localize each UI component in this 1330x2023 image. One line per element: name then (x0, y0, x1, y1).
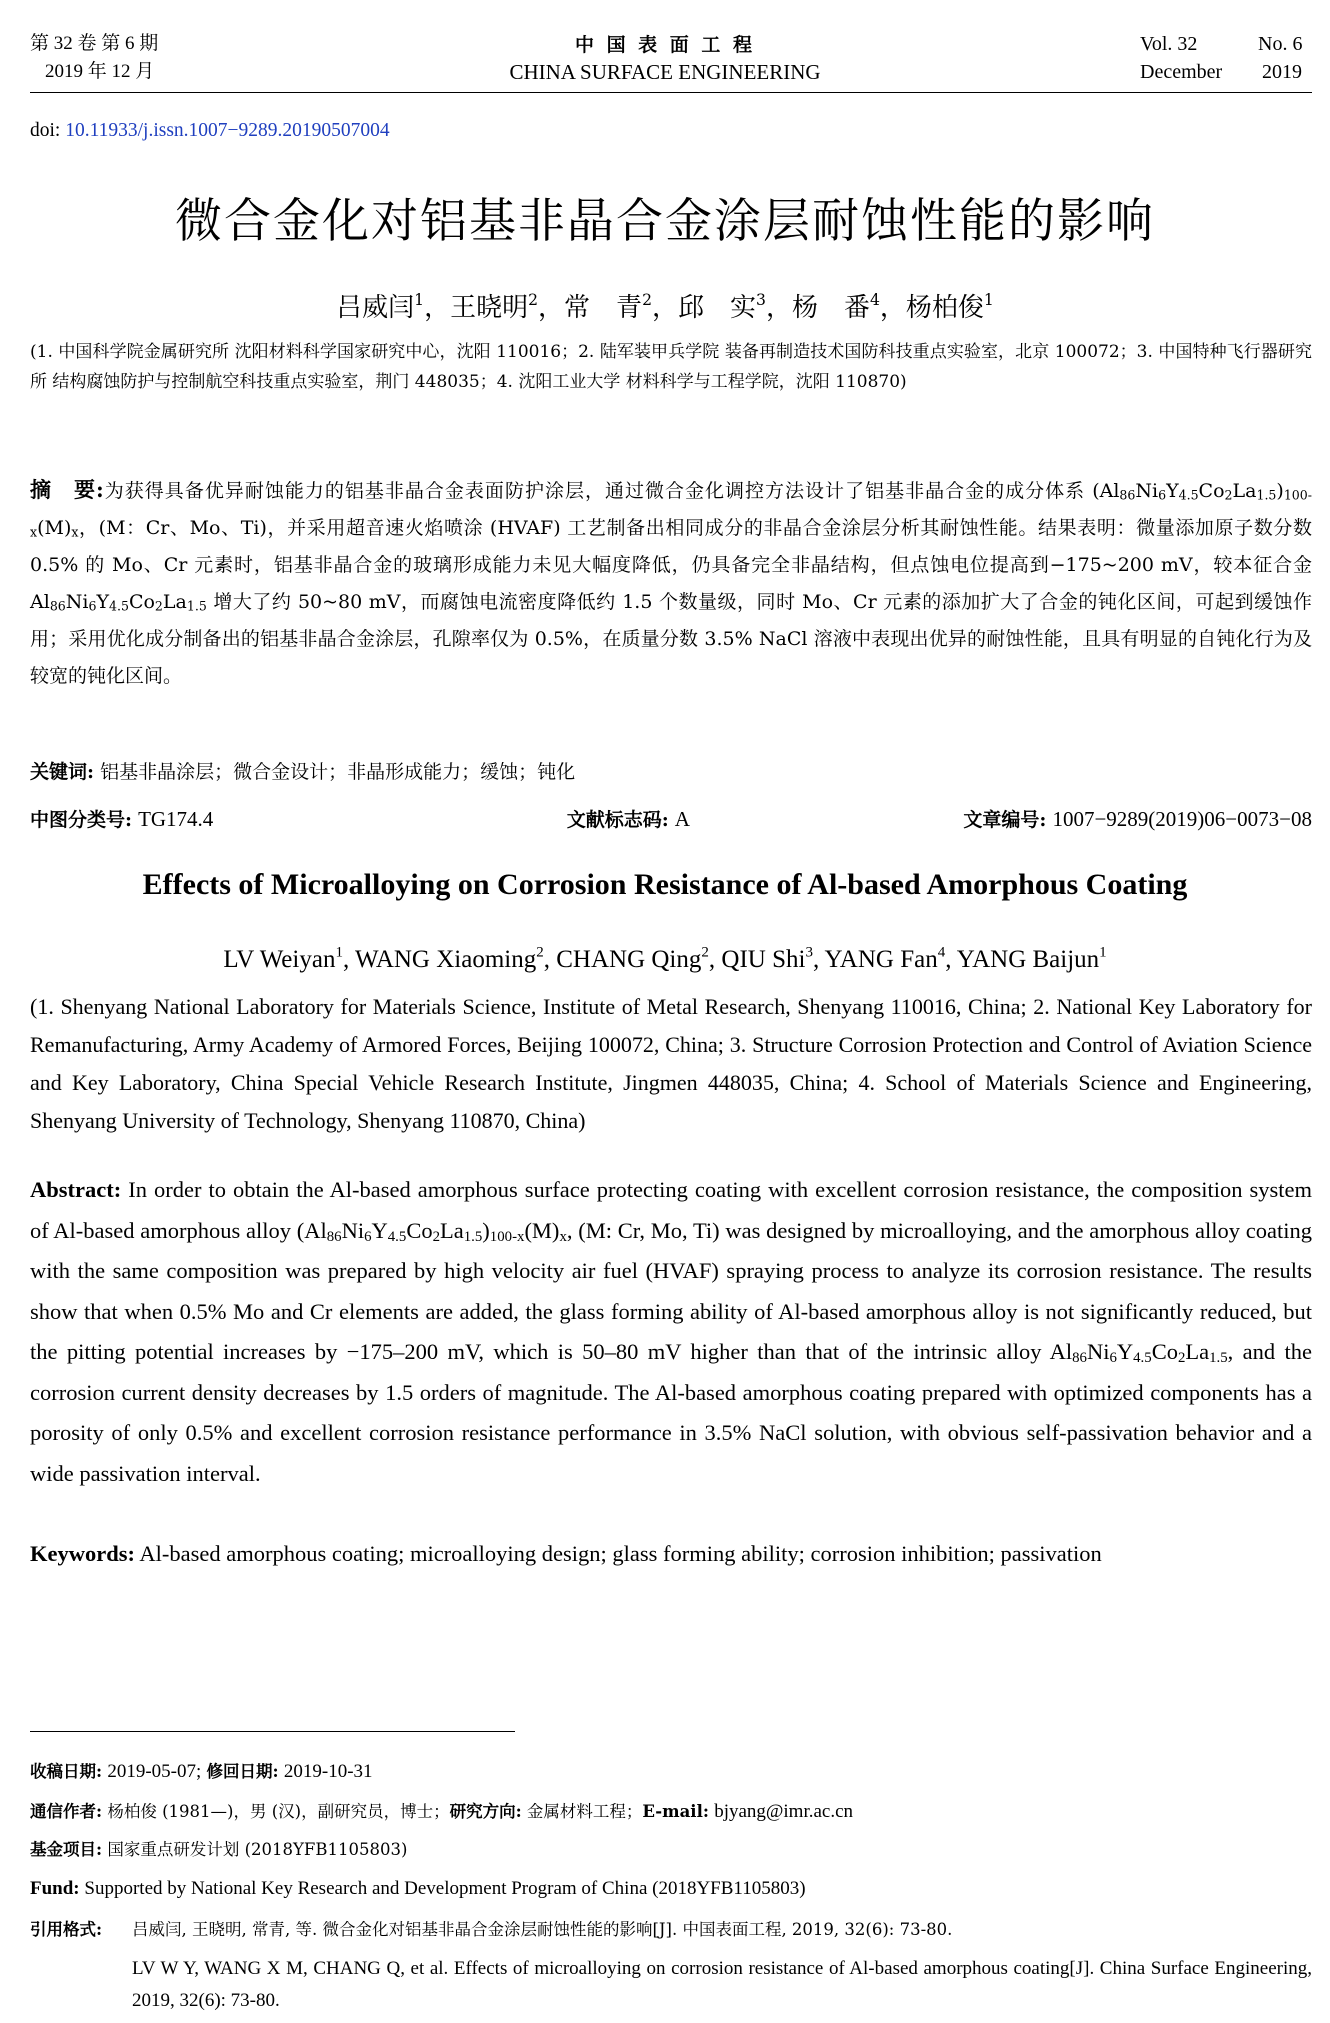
affiliations-cn: (1. 中国科学院金属研究所 沈阳材料科学国家研究中心，沈阳 110016；2. 陆军装甲兵学院 装备再制造技术国防科技重点实验室，北京 100072；3. 中国特种飞行器研究所 结构腐蚀防护与控制航空科技重点实验室，荆门 448035；4. 沈阳工业大学 材料科学与工程学院，沈阳 110870) (30, 342, 1312, 392)
header-no: No. 6 (1258, 33, 1303, 55)
footnote-citation-en: LV W Y, WANG X M, CHANG Q, et al. Effects of microalloying on corrosion resistance of Al-based amorphous coating[J]. China Surface Engineering, 2019, 32(6): 73-80. (132, 1958, 1312, 2011)
doi-label: doi: (30, 120, 61, 141)
header-month: December (1140, 61, 1223, 83)
header-journal-en: CHINA SURFACE ENGINEERING (509, 60, 821, 84)
author-cn: 邱 实$^3$ (678, 291, 766, 323)
authors-cn: 吕威闫$^1$，王晓明$^2$，常 青$^2$，邱 实$^3$，杨 番$^4$，杨柏俊$^1$ (336, 291, 994, 323)
header-year: 2019 (1262, 61, 1302, 83)
keywords-en-value: Al-based amorphous coating; microalloying design; glass forming ability; corrosion inhibition; passivation (135, 1541, 1102, 1566)
keywords-cn (30, 754, 1312, 791)
document-code: 文献标志码: A (566, 807, 690, 831)
footnote-dates: 收稿日期: 2019-05-07; 修回日期: 2019-10-31 (30, 1761, 373, 1782)
header-journal-cn: 中 国 表 面 工 程 (574, 34, 756, 56)
author-cn: 杨柏俊$^1$ (905, 291, 994, 323)
header-vol: Vol. 32 (1140, 33, 1198, 55)
abstract-cn-label: 摘 要: (30, 477, 104, 502)
author-en: CHANG Qing$^2$ (556, 944, 709, 973)
author-cn: 王晓明$^2$ (450, 291, 539, 323)
abstract-en-label: Abstract: (30, 1177, 122, 1202)
article-number: 文章编号: 1007−9289(2019)06−0073−08 (963, 807, 1312, 831)
author-cn: 吕威闫$^1$ (336, 291, 425, 323)
authors-en: LV Weiyan$^1$, WANG Xiaoming$^2$, CHANG Qing$^2$, QIU Shi$^3$, YANG Fan$^4$, YANG Baijun$^1$ (223, 944, 1107, 973)
keywords-cn-value: 铝基非晶涂层；微合金设计；非晶形成能力；缓蚀；钝化 (100, 761, 576, 783)
author-en: YANG Baijun$^1$ (956, 944, 1107, 973)
doi-line (30, 120, 390, 142)
footnote-citation-label: 引用格式: (30, 1920, 103, 1939)
affiliations-en: (1. Shenyang National Laboratory for Materials Science, Institute of Metal Research, Shenyang 110016, China; 2. National Key Laboratory for Remanufacturing, Army Academy of Armored Forces, Beijing 100072, China; 3. Structure Corrosion Protection and Control of Aviation Science and Key Laboratory, China Special Vehicle Research Institute, Jingmen 448035, China; 4. School of Materials Science and Engineering, Shenyang University of Technology, Shenyang 110870, China) (30, 994, 1312, 1133)
author-cn: 常 青$^2$ (564, 291, 652, 323)
footnote-rule (30, 1731, 515, 1732)
header-volume-cn: 第 32 卷 第 6 期 (30, 33, 159, 54)
footnote-citation-cn: 吕威闫, 王晓明, 常青, 等. 微合金化对铝基非晶合金涂层耐蚀性能的影响[J]. 中国表面工程, 2019, 32(6): 73-80. (132, 1920, 953, 1939)
author-cn: 杨 番$^4$ (791, 291, 880, 323)
author-en: WANG Xiaoming$^2$ (355, 944, 544, 973)
keywords-cn-label: 关键词: (30, 761, 95, 783)
abstract-cn: 摘 要:为获得具备优异耐蚀能力的铝基非晶合金表面防护涂层，通过微合金化调控方法设计了铝基非晶合金的成分体系 $(Al_{86}Ni_6Y_{4.5}Co_2La_{1.5})_{100-x}(M)_x$，(M：Cr、Mo、Ti)，并采用超音速火焰喷涂 (HVAF) 工艺制备出相同成分的非晶合金涂层分析其耐蚀性能。结果表明：微量添加原子数分数 0.5% 的 Mo、Cr 元素时，铝基非晶合金的玻璃形成能力未见大幅度降低，仍具备完全非晶结构，但点蚀电位提高到−175~200 mV，较本征合金 $Al_{86}Ni_6Y_{4.5}Co_2La_{1.5}$ 增大了约 50~80 mV，而腐蚀电流密度降低约 1.5 个数量级，同时 Mo、Cr 元素的添加扩大了合金的钝化区间，可起到缓蚀作用；采用优化成分制备出的铝基非晶合金涂层，孔隙率仅为 0.5%，在质量分数 3.5% NaCl 溶液中表现出优异的耐蚀性能，且具有明显的自钝化行为及较宽的钝化区间。 (30, 477, 1312, 687)
author-en: LV Weiyan$^1$ (223, 944, 343, 973)
abstract-en: Abstract: In order to obtain the Al-based amorphous surface protecting coating with excellent corrosion resistance, the composition system of Al-based amorphous alloy $(Al_{86}Ni_6Y_{4.5}Co_2La_{1.5})_{100-x}(M)_x$, (M: Cr, Mo, Ti) was designed by microalloying, and the amorphous alloy coating with the same composition was prepared by high velocity air fuel (HVAF) spraying process to analyze its corrosion resistance. The results show that when 0.5% Mo and Cr elements are added, the glass forming ability of Al-based amorphous alloy is not significantly reduced, but the pitting potential increases by −175–200 mV, which is 50–80 mV higher than that of the intrinsic alloy $Al_{86}Ni_6Y_{4.5}Co_2La_{1.5}$, and the corrosion current density decreases by 1.5 orders of magnitude. The Al-based amorphous coating prepared with optimized components has a porosity of only 0.5% and excellent corrosion resistance performance in 3.5% NaCl solution, with obvious self-passivation behavior and a wide passivation interval. (30, 1177, 1312, 1486)
title-cn: 微合金化对铝基非晶合金涂层耐蚀性能的影响 (175, 194, 1155, 249)
classification-row (30, 804, 1312, 835)
keywords-en-label: Keywords: (30, 1541, 135, 1566)
keywords-en (30, 1534, 1312, 1575)
footnote-corresponding: 通信作者: 杨柏俊 (1981—)，男 (汉)，副研究员，博士；研究方向: 金属材料工程；E-mail: bjyang@imr.ac.cn (30, 1801, 854, 1822)
header-rule (30, 92, 1312, 93)
doi-link[interactable]: 10.11933/j.issn.1007−9289.20190507004 (65, 120, 390, 141)
author-en: QIU Shi$^3$ (721, 944, 813, 973)
clc-code: 中图分类号: TG174.4 (30, 807, 214, 831)
footnote-fund-cn: 基金项目: 国家重点研发计划 (2018YFB1105803) (30, 1840, 408, 1859)
author-en: YANG Fan$^4$ (824, 944, 946, 973)
footnote-fund-en: Fund: Supported by National Key Research and Development Program of China (2018YFB1105803) (30, 1878, 806, 1899)
email-link[interactable]: bjyang@imr.ac.cn (714, 1801, 854, 1822)
title-en: Effects of Microalloying on Corrosion Resistance of Al-based Amorphous Coating (142, 868, 1188, 901)
header-date-cn: 2019 年 12 月 (45, 61, 155, 82)
